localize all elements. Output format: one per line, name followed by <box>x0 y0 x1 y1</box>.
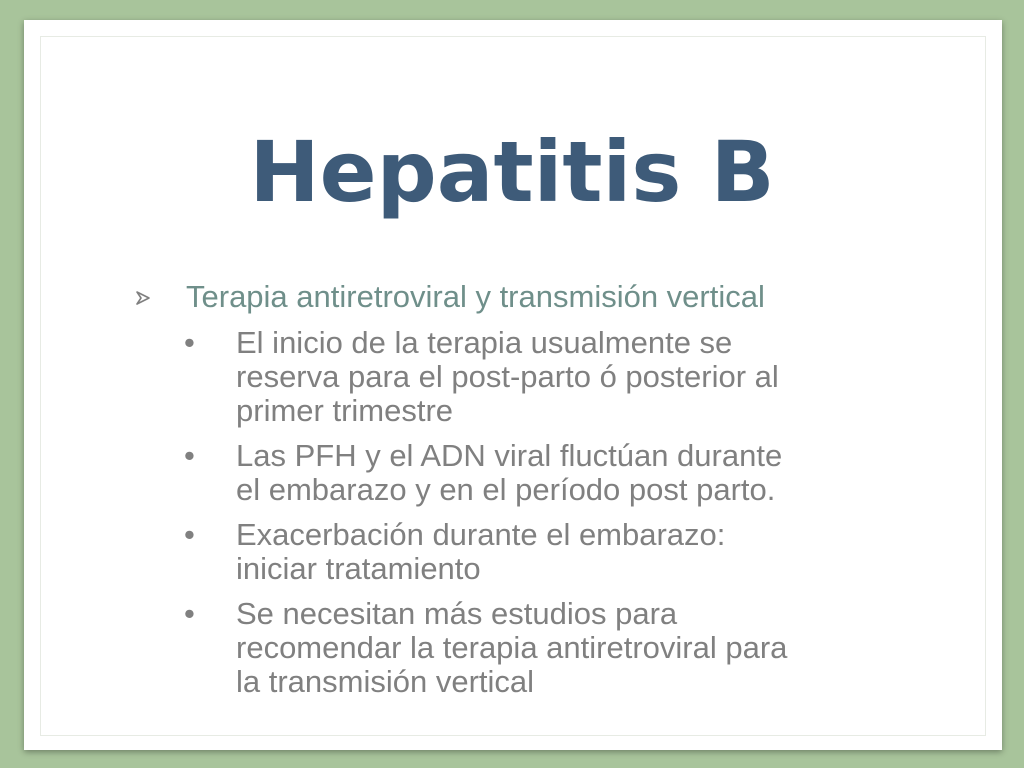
bullet-marker: • <box>184 325 195 360</box>
bullet-line: Las PFH y el ADN viral fluctúan durante <box>236 438 783 473</box>
arrowhead-bullet-icon <box>134 289 152 307</box>
bullet-line: iniciar tratamiento <box>236 551 481 586</box>
slide-title: Hepatitis B <box>249 123 775 221</box>
bullet-line: reserva para el post-parto ó posterior al <box>236 359 779 394</box>
bullet-line: la transmisión vertical <box>236 664 535 699</box>
bullet-line: el embarazo y en el período post parto. <box>236 472 776 507</box>
bullet-marker: • <box>184 438 195 473</box>
list-item <box>184 438 956 507</box>
bullet-line: primer trimestre <box>236 393 454 428</box>
bullet-line: Se necesitan más estudios para <box>236 596 678 631</box>
bullet-line: recomendar la terapia antiretroviral para <box>236 630 788 665</box>
bullet-marker: • <box>184 596 195 631</box>
bullet-line: El inicio de la terapia usualmente se <box>236 325 733 360</box>
heading-bullet-text: Terapia antiretroviral y transmisión vertical <box>186 279 765 314</box>
list-item <box>184 596 956 699</box>
list-item <box>184 325 956 428</box>
sub-bullet-list <box>184 325 956 710</box>
list-item <box>184 517 956 586</box>
bullet-marker: • <box>184 517 195 552</box>
bullet-line: Exacerbación durante el embarazo: <box>236 517 726 552</box>
